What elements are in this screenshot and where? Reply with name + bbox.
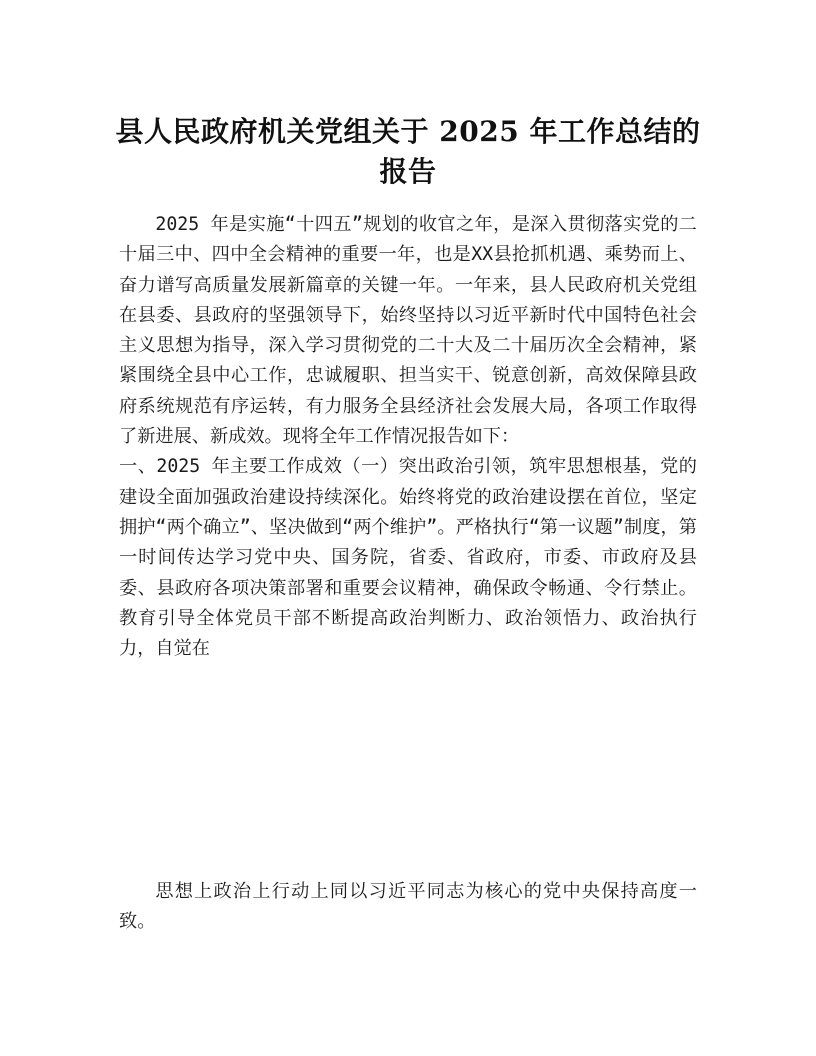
paragraph-2-text: 思想上政治上行动上同以习近平同志为核心的党中央保持高度一致。: [119, 881, 697, 933]
section-one-text: 一、2025 年主要工作成效（一）突出政治引领，筑牢思想根基，党的建设全面加强政治建设持续深化。始终将党的政治建设摆在首位，坚定拥护“两个确立”、坚决做到“两个维护”。严格执行“第一议题”制度，第一时间传达学习党中央、国务院，省委、省政府，市委、市政府及县委、县政府各项决策部署和重要会议精神，确保政令畅通、令行禁止。教育引导全体党员干部不断提高政治判断力、政治领悟力、政治执行力，自觉在: [119, 456, 697, 660]
body-paragraph-1: [119, 210, 697, 664]
intro-text: 2025 年是实施“十四五”规划的收官之年，是深入贯彻落实党的二十届三中、四中全会精神的重要一年，也是XX县抢抓机遇、乘势而上、奋力谱写高质量发展新篇章的关键一年。一年来，县人民政府机关党组在县委、县政府的坚强领导下，始终坚持以习近平新时代中国特色社会主义思想为指导，深入学习贯彻党的二十大及二十届历次全会精神，紧紧围绕全县中心工作，忠诚履职、担当实干、锐意创新，高效保障县政府系统规范有序运转，有力服务全县经济社会发展大局，各项工作取得了新进展、新成效。现将全年工作情况报告如下：: [119, 214, 697, 448]
body-paragraph-2: [119, 877, 697, 938]
document-title: 县人民政府机关党组关于 2025 年工作总结的报告: [115, 115, 701, 188]
